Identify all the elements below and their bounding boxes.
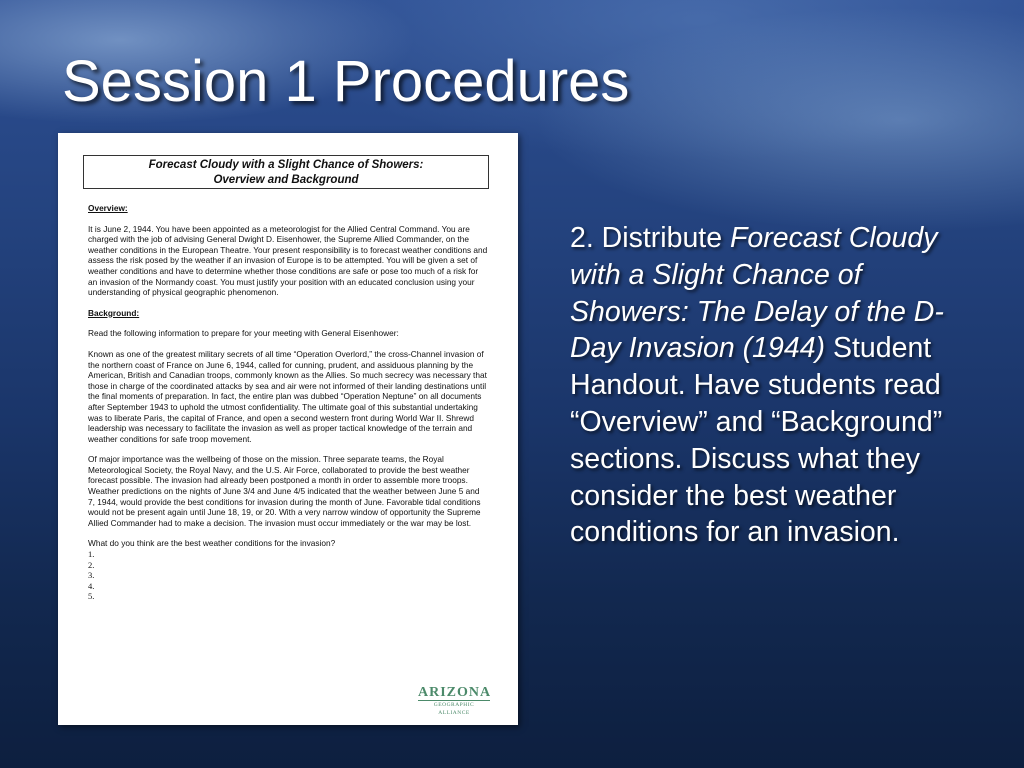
background-intro: Read the following information to prepare for your meeting with General Eisenhower:	[88, 328, 399, 339]
handout-title-line1: Forecast Cloudy with a Slight Chance of Showers:	[148, 159, 424, 171]
background-paragraph-1: Known as one of the greatest military secrets of all time “Operation Overlord,” the cross-Channel invasion of the northern coast of France on June 6, 1944, called for cunning, prudent, and assiduous planning by the American, British and Canadian troops, commonly known as the Allies. So much secrecy was necessary that those in charge of the coordinated attacks by sea and air were not informed of their landing destinations until the final moments of preparation. In fact, the entire plan was dubbed “Operation Neptune” on all documents after September 1943 to uphold the utmost confidentiality. The ultimate goal of this substantial undertaking was to liberate Paris, the capital of France, and open a second western front during World War II. Shrewd leadership was necessary to facilitate the invasion as well as proper tactical knowledge of the terrain and weather conditions for safe troop movement.	[88, 348, 487, 444]
overview-text: It is June 2, 1944. You have been appointed as a meteorologist for the Allied Central Command. You are charged with the job of advising General Dwight D. Eisenhower, the Supreme Allied Commander, on the weather conditions in the European Theatre. Your present responsibility is to forecast weather conditions and assess the risk posed by the weather if an invasion of Europe is to be attempted. You will be given a set of weather conditions and have to determine whether those conditions are safe or pose too much of a risk for an invasion of the Normandy coast. You must justify your position with an educated conclusion using your understanding of physical geographic phenomenon.	[88, 223, 488, 298]
handout-title-line2: Overview and Background	[213, 174, 359, 186]
instruction-rest: Student Handout. Have students read “Overview” and “Background” sections. Discuss what they consider the best weather conditions for an invasion.	[570, 332, 943, 549]
slide-title: Session 1 Procedures	[62, 49, 630, 114]
list-item: 2.	[88, 559, 95, 570]
logo-main-text: ARIZONA	[418, 685, 492, 700]
answer-list	[88, 549, 488, 602]
list-item: 3.	[88, 570, 95, 581]
question-text: What do you think are the best weather conditions for the invasion?	[88, 538, 336, 549]
logo-sub-text: GEOGRAPHIC ALLIANCE	[418, 700, 490, 717]
arizona-geographic-alliance-logo	[418, 685, 492, 716]
background-paragraph-2: Of major importance was the wellbeing of those on the mission. Three separate teams, the Royal Meteorological Society, the Royal Navy, and the U.S. Air Force, collaborated to provide the best weather forecast possible. The invasion had already been postponed a month in order to assemble more troops. Weather predictions on the nights of June 3/4 and June 4/5 indicated that the weather between June 5 and 7, 1944, would provide the best conditions for invasion during the month of June. Favorable tidal conditions would not be present again until June 18, 19, or 20. With a very narrow window of opportunity the Supreme Allied Commander had to make a decision. The invasion must occur immediately or the war may be lost.	[88, 454, 481, 528]
instruction-text	[570, 220, 970, 551]
handout-thumbnail	[58, 133, 518, 725]
list-item: 5.	[88, 591, 95, 602]
instruction-lead: 2. Distribute	[570, 222, 730, 254]
handout-body	[88, 203, 488, 602]
list-item: 4.	[88, 580, 95, 591]
instruction-handout-title: Forecast Cloudy with a Slight Chance of Showers: The Delay of the D-Day Invasion (1944)	[570, 222, 944, 365]
overview-heading: Overview:	[88, 203, 128, 213]
list-item: 1.	[88, 549, 95, 560]
background-heading: Background:	[88, 307, 140, 318]
handout-title-box	[83, 155, 489, 189]
